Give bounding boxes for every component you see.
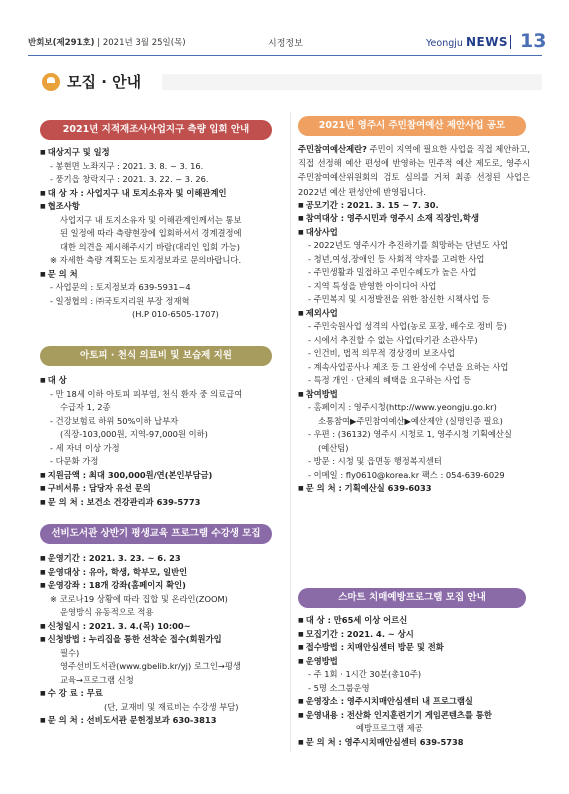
atopy-line: 수급자 1, 2종 xyxy=(60,402,111,412)
dementia-line: ■ 접수방법 : 치매안심센터 방문 및 전화 xyxy=(298,641,530,655)
budget-line: - 청년,여성,장애인 등 사회적 약자를 고려한 사업 xyxy=(308,253,485,264)
atopy-line: - 건강보험료 하위 50%이하 납부자 xyxy=(50,415,179,426)
dementia-line: ■ 운영방법 xyxy=(298,655,530,669)
budget-line: ■ 제외사업 xyxy=(298,307,530,321)
dementia-line: ■ 운영장소 : 영주시치매안심센터 내 프로그램실 xyxy=(298,695,530,709)
header-divider xyxy=(510,35,511,49)
banner-dementia: 스마트 치매예방프로그램 모집 안내 xyxy=(298,588,526,608)
column-divider xyxy=(290,112,291,752)
survey-line: - 봉현면 노좌지구 : 2021. 3. 8. ~ 3. 16. xyxy=(50,160,204,171)
survey-line: 대한 의견을 제시해주시기 바람(대리인 입회 가능) xyxy=(60,241,240,252)
library-link[interactable]: 영주선비도서관(www.gbelib.kr/yj) 로그인→평생 xyxy=(60,661,241,671)
dementia-line: ■ 대 상 : 만65세 이상 어르신 xyxy=(298,614,530,628)
survey-line: ■ 대상지구 및 일정 xyxy=(40,146,280,160)
budget-line: ■ 참여방법 xyxy=(298,388,530,402)
banner-atopy: 아토피 · 천식 의료비 및 보습제 지원 xyxy=(40,346,272,366)
dementia-line: - 5명 소그룹운영 xyxy=(308,682,370,693)
budget-intro xyxy=(298,142,530,199)
atopy-line: - 세 자녀 이상 가정 xyxy=(50,442,120,453)
library-line: ■ 수 강 료 : 무료 xyxy=(40,687,280,701)
budget-email[interactable]: - 이메일 : fly0610@korea.kr 팩스 : 054-639-6029 xyxy=(308,469,505,480)
library-line: ■ 신청방법 : 누리집을 통한 선착순 접수(회원가입 xyxy=(40,633,280,647)
dementia-line: ■ 문 의 처 : 영주시치매안심센터 639-5738 xyxy=(298,736,530,750)
notice-icon xyxy=(42,73,60,91)
library-line: 필수) xyxy=(60,647,80,658)
dementia-notice xyxy=(298,614,530,749)
brand-news: NEWS xyxy=(465,35,509,49)
dementia-line: ■ 모집기간 : 2021. 4. ~ 상시 xyxy=(298,628,530,642)
library-line: ■ 신청일시 : 2021. 3. 4.(목) 10:00~ xyxy=(40,620,280,634)
dementia-line: 예방프로그램 제공 xyxy=(356,723,423,733)
survey-line: 된 일정에 따라 측량현장에 입회하셔서 경계결정에 xyxy=(60,228,242,238)
library-line: 운영방식 유동적으로 적용 xyxy=(60,607,154,617)
library-line: ■ 운영대상 : 유아, 학생, 학부모, 일반인 xyxy=(40,566,280,580)
budget-line: ■ 문 의 처 : 기획예산실 639-6033 xyxy=(298,482,530,496)
budget-homepage-link[interactable]: - 홈페이지 : 영주시청(http://www.yeongju.go.kr) xyxy=(308,402,497,413)
issue-date-text: 2021년 3월 25일(목) xyxy=(102,38,186,48)
budget-line: - 방문 : 시청 및 읍면동 행정복지센터 xyxy=(308,456,442,467)
budget-intro-text: 주민이 지역에 필요한 사업을 직접 제안하고, 직접 선정해 예산 편성에 반영하는 민주적 예산 제도로, 영주시 주민참여예산위원회의 검토 심의를 거쳐 최종 선정된 사업은 2022년 예산 편성안에 반영됩니다. xyxy=(298,144,531,197)
library-line: (단, 교재비 및 재료비는 수강생 부담) xyxy=(104,701,239,712)
atopy-line: (직장-103,000원, 지역-97,000원 이하) xyxy=(60,429,208,439)
budget-line: - 우편 : (36132) 영주시 시청로 1, 영주시청 기획예산실 xyxy=(308,429,512,440)
brand-logo xyxy=(426,35,508,49)
library-line: ※ 코로나19 상황에 따라 집합 및 온라인(ZOOM) xyxy=(50,593,228,604)
budget-line: - 시에서 추진할 수 없는 사업(타기관 소관사무) xyxy=(308,334,478,345)
budget-line: ■ 공모기간 : 2021. 3. 15 ~ 7. 30. xyxy=(298,199,530,213)
survey-line: ※ 자세한 측량 계획도는 토지정보과로 문의바랍니다. xyxy=(50,255,242,265)
survey-line: (H.P 010-6505-1707) xyxy=(132,309,219,319)
atopy-line: ■ 지원금액 : 최대 300,000원/연(본인부담금) xyxy=(40,469,280,483)
budget-line: - 주민생활과 밀접하고 주민수혜도가 높은 사업 xyxy=(308,267,477,278)
page-number: 13 xyxy=(520,30,547,52)
banner-survey: 2021년 지적재조사사업지구 측량 입회 안내 xyxy=(40,120,272,140)
survey-line: - 일정협의 : ㈜국토지리원 부장 정재혁 xyxy=(50,295,190,306)
budget-line: - 특정 개인 · 단체의 혜택을 요구하는 사업 등 xyxy=(308,375,471,386)
library-line: ■ 문 의 처 : 선비도서관 문헌정보과 630-3813 xyxy=(40,714,280,728)
banner-budget: 2021년 영주시 주민참여예산 제안사업 공모 xyxy=(298,116,526,136)
dementia-line: - 주 1회 · 1시간 30분(총10주) xyxy=(308,669,422,679)
banner-library: 선비도서관 상반기 평생교육 프로그램 수강생 모집 xyxy=(40,524,272,544)
section-label: 시정정보 xyxy=(268,39,303,49)
budget-line: - 2022년도 영주시가 추진하기를 희망하는 단년도 사업 xyxy=(308,240,509,251)
budget-line: (예산팀) xyxy=(318,442,349,453)
budget-line: ■ 대상사업 xyxy=(298,226,530,240)
atopy-line: ■ 문 의 처 : 보건소 건강관리과 639-5773 xyxy=(40,496,280,510)
library-line: 교육→프로그램 신청 xyxy=(60,674,134,685)
budget-intro-lead: 주민참여예산제란? xyxy=(298,144,367,154)
issue-date: 반회보(제291호) | 2021년 3월 25일(목) xyxy=(28,38,186,48)
page-header xyxy=(28,30,547,56)
budget-line: - 주민숙원사업 성격의 사업(농로 포장, 배수로 정비 등) xyxy=(308,321,507,332)
section-title-text: 모집 · 안내 xyxy=(67,73,142,91)
budget-line: - 주민복지 및 시정발전을 위한 참신한 시책사업 등 xyxy=(308,294,490,305)
section-title xyxy=(42,70,542,94)
dementia-line: ■ 운영내용 : 전산화 인지훈련기기 게임콘텐츠를 통한 xyxy=(298,709,530,723)
library-notice xyxy=(40,552,280,728)
budget-line: 소통참여▶주민참여예산▶예산제안 (실명인증 필요) xyxy=(318,415,503,426)
survey-line: - 풍기읍 창락지구 : 2021. 3. 22. ~ 3. 26. xyxy=(50,174,209,184)
library-line: ■ 운영기간 : 2021. 3. 23. ~ 6. 23 xyxy=(40,552,280,566)
title-band xyxy=(162,74,542,90)
atopy-line: - 만 18세 이하 아토피 피부염, 천식 환자 중 의료급여 xyxy=(50,388,243,399)
survey-notice xyxy=(40,146,280,322)
budget-line: ■ 참여대상 : 영주시민과 영주시 소재 직장인,학생 xyxy=(298,212,530,226)
library-line: ■ 운영강좌 : 18개 강좌(홈페이지 확인) xyxy=(40,579,280,593)
budget-line: - 지역 특성을 반영한 아이디어 사업 xyxy=(308,280,437,291)
budget-line: - 인건비, 법적 의무적 경상경비 보조사업 xyxy=(308,348,456,359)
survey-line: 사업지구 내 토지소유자 및 이해관계인께서는 통보 xyxy=(60,214,242,225)
issue-number: 반회보(제291호) xyxy=(28,38,95,48)
survey-line: - 사업문의 : 토지정보과 639-5931~4 xyxy=(50,282,191,292)
brand-city: Yeongju xyxy=(426,38,463,49)
atopy-line: ■ 대 상 xyxy=(40,374,280,388)
atopy-notice xyxy=(40,374,280,509)
atopy-line: ■ 구비서류 : 담당자 유선 문의 xyxy=(40,482,280,496)
survey-line: ■ 대 상 자 : 사업지구 내 토지소유자 및 이해관계인 xyxy=(40,187,280,201)
survey-line: ■ 협조사항 xyxy=(40,200,280,214)
budget-line: - 계속사업공사나 제조 등 그 완성에 수년을 요하는 사업 xyxy=(308,361,509,372)
budget-notice xyxy=(298,142,530,496)
atopy-line: - 다문화 가정 xyxy=(50,456,99,466)
survey-line: ■ 문 의 처 xyxy=(40,268,280,282)
